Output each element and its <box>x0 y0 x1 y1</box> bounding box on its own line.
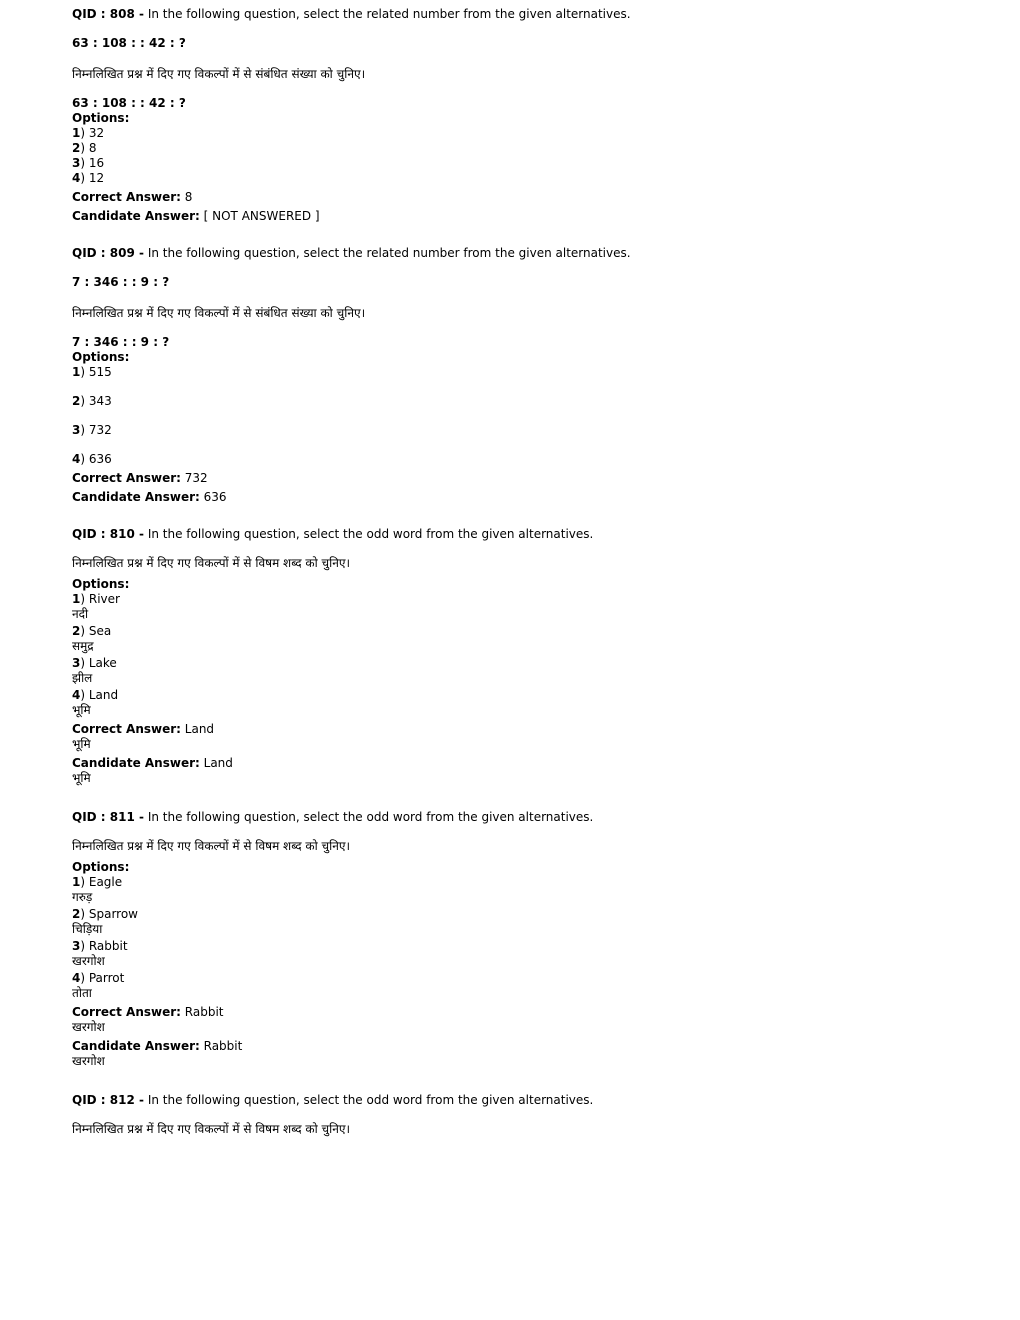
option-1 <box>72 875 972 890</box>
options-heading: Options: <box>72 111 130 125</box>
option-text: ) Lake <box>80 656 117 670</box>
option-number: 1 <box>72 126 81 140</box>
option-text: ) 12 <box>80 171 105 185</box>
qid-label: QID : 808 - <box>72 7 144 21</box>
option-number: 4 <box>72 971 81 985</box>
option-3 <box>72 156 972 171</box>
option-text: ) 343 <box>80 394 112 408</box>
option-number: 2 <box>72 907 81 921</box>
option-text: ) 16 <box>80 156 105 170</box>
option-text: ) Parrot <box>80 971 125 985</box>
question-prompt: In the following question, select the odd word from the given alternatives. <box>147 1093 594 1107</box>
option-text: ) River <box>80 592 120 606</box>
option-number: 3 <box>72 656 81 670</box>
question-810 <box>72 527 972 786</box>
question-header <box>72 1093 972 1108</box>
option-number: 3 <box>72 939 81 953</box>
option-number: 1 <box>72 365 81 379</box>
correct-answer-hindi: खरगोश <box>72 1020 105 1034</box>
correct-answer <box>72 471 972 486</box>
option-number: 4 <box>72 452 81 466</box>
question-hindi: निम्नलिखित प्रश्न में दिए गए विकल्पों में से विषम शब्द को चुनिए। <box>72 556 351 570</box>
option-1 <box>72 592 972 607</box>
question-hindi: निम्नलिखित प्रश्न में दिए गए विकल्पों में से विषम शब्द को चुनिए। <box>72 839 351 853</box>
option-2 <box>72 907 972 922</box>
candidate-answer-value: Land <box>199 756 233 770</box>
correct-answer <box>72 1005 972 1020</box>
option-3 <box>72 423 972 438</box>
candidate-answer-label: Candidate Answer: <box>72 490 200 504</box>
question-ratio: 7 : 346 : : 9 : ? <box>72 275 170 289</box>
question-header <box>72 810 972 825</box>
option-text: ) 32 <box>80 126 105 140</box>
option-text: ) Eagle <box>80 875 123 889</box>
question-ratio-repeat: 63 : 108 : : 42 : ? <box>72 96 186 110</box>
option-4 <box>72 971 972 986</box>
answer-sheet-page <box>72 7 972 1137</box>
question-prompt: In the following question, select the odd word from the given alternatives. <box>147 527 594 541</box>
candidate-answer <box>72 1039 972 1054</box>
correct-answer-label: Correct Answer: <box>72 722 181 736</box>
correct-answer-label: Correct Answer: <box>72 190 181 204</box>
candidate-answer-value: Rabbit <box>199 1039 243 1053</box>
option-2 <box>72 394 972 409</box>
question-hindi: निम्नलिखित प्रश्न में दिए गए विकल्पों में से विषम शब्द को चुनिए। <box>72 1122 351 1136</box>
option-4-hindi: भूमि <box>72 703 91 717</box>
option-text: ) Sea <box>80 624 112 638</box>
option-number: 2 <box>72 394 81 408</box>
question-prompt: In the following question, select the related number from the given alternatives. <box>147 7 631 21</box>
option-3 <box>72 939 972 954</box>
candidate-answer-label: Candidate Answer: <box>72 209 200 223</box>
question-hindi: निम्नलिखित प्रश्न में दिए गए विकल्पों में से संबंधित संख्या को चुनिए। <box>72 306 366 320</box>
option-text: ) 636 <box>80 452 112 466</box>
correct-answer-label: Correct Answer: <box>72 471 181 485</box>
correct-answer-value: Rabbit <box>180 1005 224 1019</box>
option-3-hindi: झील <box>72 671 93 685</box>
option-4 <box>72 688 972 703</box>
option-number: 3 <box>72 156 81 170</box>
correct-answer-hindi: भूमि <box>72 737 91 751</box>
option-2-hindi: चिड़िया <box>72 922 103 936</box>
option-number: 1 <box>72 592 81 606</box>
question-ratio: 63 : 108 : : 42 : ? <box>72 36 186 50</box>
correct-answer-value: Land <box>180 722 215 736</box>
question-header <box>72 527 972 542</box>
option-number: 4 <box>72 171 81 185</box>
candidate-answer-label: Candidate Answer: <box>72 756 200 770</box>
question-811 <box>72 810 972 1069</box>
qid-label: QID : 810 - <box>72 527 144 541</box>
option-3 <box>72 656 972 671</box>
qid-label: QID : 812 - <box>72 1093 144 1107</box>
option-text: ) 732 <box>80 423 112 437</box>
correct-answer-value: 8 <box>180 190 193 204</box>
option-2 <box>72 141 972 156</box>
correct-answer-label: Correct Answer: <box>72 1005 181 1019</box>
candidate-answer <box>72 490 972 505</box>
options-heading: Options: <box>72 577 130 591</box>
option-number: 1 <box>72 875 81 889</box>
options-heading: Options: <box>72 350 130 364</box>
candidate-answer-value: [ NOT ANSWERED ] <box>199 209 320 223</box>
option-1 <box>72 126 972 141</box>
option-text: ) 8 <box>80 141 97 155</box>
option-4 <box>72 171 972 186</box>
correct-answer <box>72 190 972 205</box>
option-text: ) Land <box>80 688 119 702</box>
question-808 <box>72 7 972 224</box>
question-ratio-repeat: 7 : 346 : : 9 : ? <box>72 335 170 349</box>
correct-answer-value: 732 <box>180 471 208 485</box>
option-4 <box>72 452 972 467</box>
question-header <box>72 246 972 261</box>
option-number: 3 <box>72 423 81 437</box>
question-prompt: In the following question, select the related number from the given alternatives. <box>147 246 631 260</box>
option-number: 2 <box>72 624 81 638</box>
correct-answer <box>72 722 972 737</box>
option-number: 2 <box>72 141 81 155</box>
question-header <box>72 7 972 22</box>
qid-label: QID : 811 - <box>72 810 144 824</box>
question-809 <box>72 246 972 505</box>
option-2-hindi: समुद्र <box>72 639 94 653</box>
option-number: 4 <box>72 688 81 702</box>
option-text: ) 515 <box>80 365 112 379</box>
candidate-answer-hindi: खरगोश <box>72 1054 105 1068</box>
option-1 <box>72 365 972 380</box>
candidate-answer-hindi: भूमि <box>72 771 91 785</box>
question-hindi: निम्नलिखित प्रश्न में दिए गए विकल्पों में से संबंधित संख्या को चुनिए। <box>72 67 366 81</box>
option-1-hindi: गरुड़ <box>72 890 93 904</box>
candidate-answer <box>72 209 972 224</box>
candidate-answer-value: 636 <box>199 490 227 504</box>
option-3-hindi: खरगोश <box>72 954 105 968</box>
options-heading: Options: <box>72 860 130 874</box>
question-prompt: In the following question, select the odd word from the given alternatives. <box>147 810 594 824</box>
option-text: ) Rabbit <box>80 939 128 953</box>
option-text: ) Sparrow <box>80 907 138 921</box>
option-4-hindi: तोता <box>72 986 92 1000</box>
option-1-hindi: नदी <box>72 607 89 621</box>
option-2 <box>72 624 972 639</box>
qid-label: QID : 809 - <box>72 246 144 260</box>
question-812 <box>72 1093 972 1137</box>
candidate-answer-label: Candidate Answer: <box>72 1039 200 1053</box>
candidate-answer <box>72 756 972 771</box>
